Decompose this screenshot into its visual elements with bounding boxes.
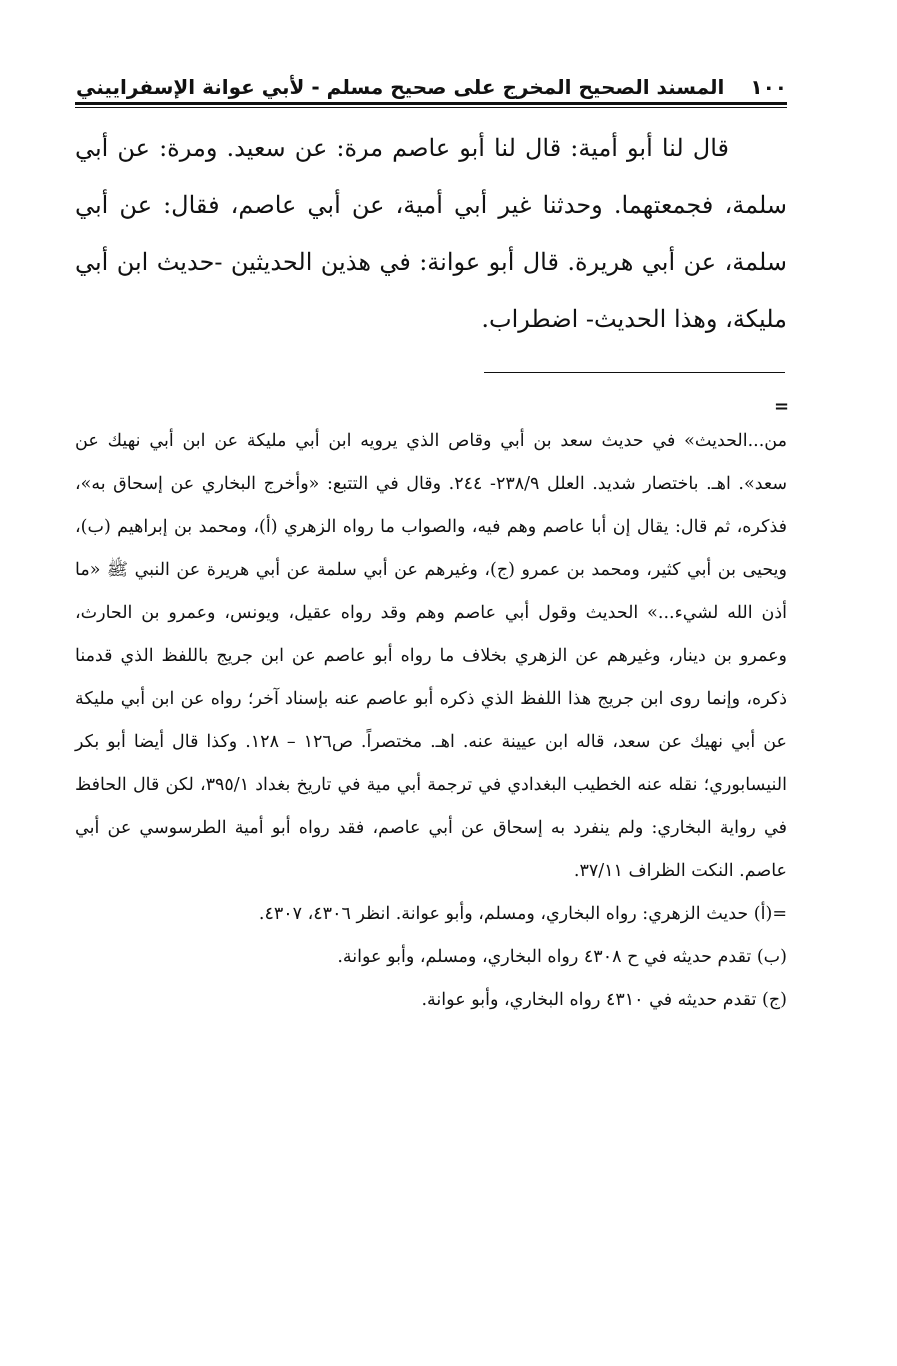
- continuation-marker: =: [774, 396, 790, 417]
- footnote-ref-a: =(أ) حديث الزهري: رواه البخاري، ومسلم، وأبو عوانة. انظر ٤٣٠٦، ٤٣٠٧.: [258, 904, 787, 924]
- footnote-ref-c: (ج) تقدم حديثه في ٤٣١٠ رواه البخاري، وأبو عوانة.: [421, 990, 787, 1010]
- running-title: المسند الصحيح المخرج على صحيح مسلم - لأبي عوانة الإسفراييني: [75, 75, 725, 99]
- header-rule-thin: [75, 107, 787, 108]
- main-paragraph: قال لنا أبو أمية: قال لنا أبو عاصم مرة: عن سعيد. ومرة: عن أبي سلمة، فجمعتهما. وحدثنا غير أبي أمية، عن أبي عاصم، فقال: عن أبي سلمة، عن أبي هريرة. قال أبو عوانة: في هذين الحديثين -حديث ابن أبي مليكة، وهذا الحديث- اضطراب.: [75, 134, 787, 333]
- footnotes-block: [75, 420, 787, 1022]
- page-number: ١٠٠: [750, 75, 787, 99]
- footnote-ref-b: (ب) تقدم حديثه في ح ٤٣٠٨ رواه البخاري، ومسلم، وأبو عوانة.: [337, 947, 787, 967]
- page-header: [75, 70, 787, 104]
- main-text-block: [75, 120, 787, 348]
- footnote-separator: [484, 372, 785, 373]
- header-rule-thick: [75, 102, 787, 105]
- footnote-paragraph: من...الحديث» في حديث سعد بن أبي وقاص الذي يرويه ابن أبي مليكة عن ابن أبي نهيك عن سعد». اهـ. باختصار شديد. العلل ٢٣٨/٩- ٢٤٤. وقال في التتبع: «وأخرج البخاري عن إسحاق به»، فذكره، ثم قال: يقال إن أبا عاصم وهم فيه، والصواب ما رواه الزهري (أ)، ومحمد بن إبراهيم (ب)، ويحيى بن أبي كثير، ومحمد بن عمرو (ج)، وغيرهم عن أبي سلمة عن أبي هريرة عن النبي ﷺ «ما أذن الله لشيء...» الحديث وقول أبي عاصم وهم وقد رواه عقيل، ويونس، وعمرو بن الحارث، وعمرو بن دينار، وغيرهم عن الزهري بخلاف ما رواه أبو عاصم عن ابن جريج باللفظ الذي قدمنا ذكره، وإنما روى ابن جريج هذا اللفظ الذي ذكره أبو عاصم عنه بإسناد آخر؛ رواه عن ابن أبي مليكة عن أبي نهيك عن سعد، قاله ابن عيينة عنه. اهـ. مختصراً. ص١٢٦ – ١٢٨. وكذا قال أيضا أبو بكر النيسابوري؛ نقله عنه الخطيب البغدادي في ترجمة أبي مية في تاريخ بغداد ٣٩٥/١، لكن قال الحافظ في رواية البخاري: ولم ينفرد به إسحاق عن أبي عاصم، فقد رواه أبو أمية الطرسوسي عن أبي عاصم. النكت الظراف ٣٧/١١.: [75, 431, 787, 881]
